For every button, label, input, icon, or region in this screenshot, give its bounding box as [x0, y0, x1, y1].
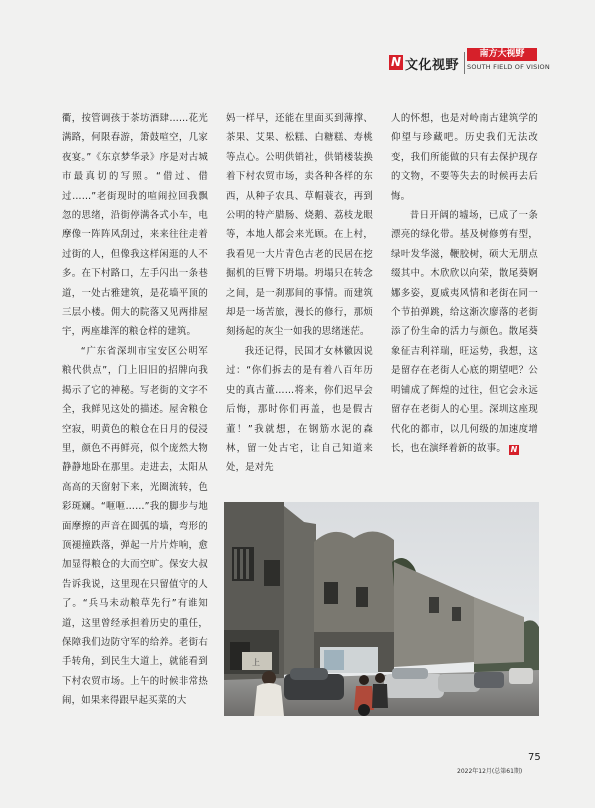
sign-text: 上: [252, 658, 260, 667]
paragraph: 我还记得，民国才女林徽因说过：“你们拆去的是有着八百年历史的真古董……将来，你们迟早会后悔，那时你们再盖，也是假古董！”我就想，在钢筋水泥的森林，留一处古宅，让自己知道来处，是对先: [226, 345, 373, 474]
section-title: 文化视野: [405, 58, 460, 73]
column-subtitle: SOUTH FIELD OF VISION: [467, 63, 550, 71]
end-mark-icon: N: [510, 444, 518, 454]
text-column-3: [391, 109, 538, 458]
paragraph-text: 昔日开阔的墟场，已成了一条漂亮的绿化带。基及树修剪有型，绿叶发华滋，鞭胶树，硕大无朋点缀其中。木欣欣以向荣，散尾葵婀娜多姿，夏威夷风情和老街在同一个节拍弹跳，给这渐次廖落的老街添了份生命的活力与颜色。散尾葵象征吉利祥瑞，旺运势，我想，这是留存在老街人心底的期望吧？公明铺成了辉煌的过往，但它会永远留存在老街人的心里。深圳这座现代化的都市，以几何级的加速度增长，也在演绎着新的故事。: [391, 210, 538, 454]
paragraph: 衢，按管调孩于茶坊酒肆……花光满路，何限春游，箫鼓喧空，几家夜宴。”《东京梦华录》序是对古城市最真切的写照。“借过、借过……”老街现时的喧闹拉回我飘忽的思绪，沿街停满各式小车，电摩像一阵阵风刮过，来来往往走着过街的人，但像我这样闲逛的人不多。在下村路口，左手闪出一条巷道，一处古雅建筑，是花墙平顶的三层小楼。佣大的院落又见两排屋宇，两座雄浑的粮仓样的建筑。: [62, 113, 208, 338]
paragraph-final: [391, 206, 538, 458]
page-number: 75: [528, 752, 541, 763]
text-column-1: [62, 109, 208, 711]
column-badge: 南方大视野: [467, 48, 537, 61]
paragraph: “广东省深圳市宝安区公明军粮代供点”，门上旧旧的招牌向我揭示了它的神秘。写老街的文字不全，我鲜见这处的描述。屋舍粮仓空寂，明黄色的粮仓在日月的侵浸里，颜色不再鲜亮，似个庞然大物静静地卧在那里。走进去，太阳从高高的天窗射下来，光圈流转，色彩斑斓。“咂咂……”我的脚步与地面摩擦的声音在圆弧的墙，弯形的顶褪撞跌落，弹起一片片炸响，愈加显得粮仓的大而空旷。保安大叔告诉我说，这里现在只留值守的人了。“兵马未动粮草先行”有谁知道，这里曾经承担着历史的重任，保障我们边防守军的给养。老街右手转角，到民生大道上，就能看到下村农贸市场。上午的时候非常热闹，如果来得跟早起买菜的大: [62, 345, 208, 707]
text-column-2: [226, 109, 373, 478]
issue-label: 2022年12月(总第61期): [457, 768, 523, 775]
old-street-photo: [224, 502, 539, 716]
paragraph: 妈一样早，还能在里面买到薄撑、茶果、艾果、松糕、白糖糕、寿桃等点心。公明供销社，供销楼装换着下村农贸市场，卖各种各样的东西，从种子农具、草帽蓑衣，再到公明的特产腊肠、烧鹅、荔枝龙眼等，本地人都会来光顾。在上村，我看见一大片青色古老的民居在挖掘机的巨臂下坍塌。坍塌只在转念之间，是一刹那间的事情。而建筑却是一场苦旅，漫长的修行，那烦刻扬起的灰尘一如我的思绪迷茫。: [226, 113, 373, 338]
section-logo: N: [390, 55, 402, 69]
paragraph: 人的怀想，也是对岭南古建筑学的仰望与珍藏吧。历史我们无法改变，我们所能做的只有去保护现存的文物，不要等失去的时候再去后悔。: [391, 113, 538, 202]
header-divider: [464, 52, 465, 74]
